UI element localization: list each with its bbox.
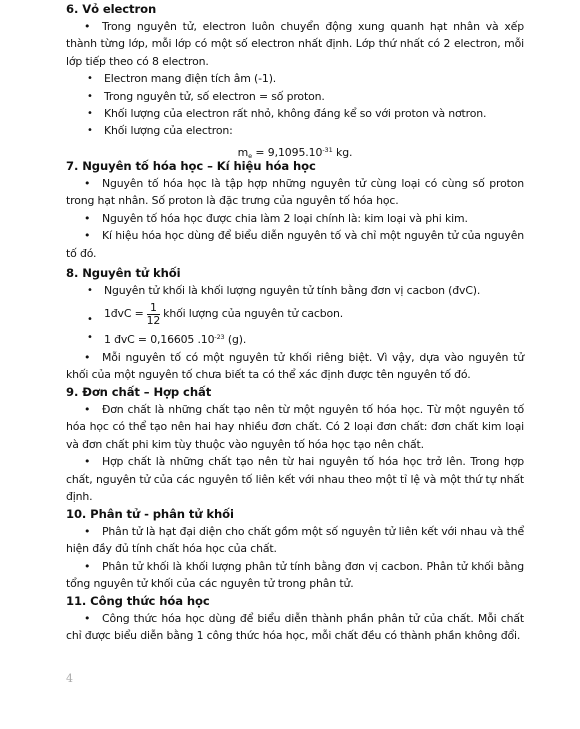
section-6-heading: 6. Vỏ electron [66, 2, 157, 16]
page-number: 4 [66, 672, 73, 685]
list-item: • Trong nguyên tử, số electron = số proton. [87, 89, 325, 103]
section-6-bullets [66, 70, 524, 140]
section-8-bullets [66, 282, 524, 349]
section-8-heading: 8. Nguyên tử khối [66, 266, 181, 280]
section-8-paragraph: • Mỗi nguyên tố có một nguyên tử khối riêng biệt. Vì vậy, dựa vào nguyên tử khối của một nguyên tố chưa biết ta có thể xác định được tên nguyên tố đó. [66, 350, 524, 382]
section-10-paragraph-2: • Phân tử khối là khối lượng phân tử tính bằng đơn vị cacbon. Phân tử khối bằng tổng nguyên tử khối của các nguyên tử trong phân tử. [66, 559, 524, 591]
list-item: • Nguyên tử khối là khối lượng nguyên tử tính bằng đơn vị cacbon (đvC). [87, 284, 481, 297]
section-7-paragraph-2: • Nguyên tố hóa học được chia làm 2 loại chính là: kim loại và phi kim. [84, 211, 468, 225]
list-item: • Electron mang điện tích âm (-1). [87, 72, 277, 86]
section-8 [66, 265, 524, 384]
section-10-heading: 10. Phân tử - phân tử khối [66, 507, 234, 521]
bullet: • [84, 20, 91, 33]
section-9-heading: 9. Đơn chất – Hợp chất [66, 385, 212, 399]
list-item: • 1đvC = $\frac{1}{12}$ khối lượng của nguyên tử cacbon. [87, 300, 344, 327]
section-7-heading: 7. Nguyên tố hóa học – Kí hiệu hóa học [66, 159, 316, 173]
section-6-intro: • Trong nguyên tử, electron luôn chuyển động xung quanh hạt nhân và xếp thành từng lớp, mỗi lớp có một số electron nhất định. Lớp thứ nhất có 2 electron, mỗi lớp tiếp theo có 8 electron. [66, 20, 524, 68]
section-6 [66, 1, 524, 166]
section-10-paragraph-1: • Phân tử là hạt đại diện cho chất gồm một số nguyên tử liên kết với nhau và thể hiện đầy đủ tính chất hóa học của chất. [66, 525, 524, 556]
section-7-paragraph-1: • Nguyên tố hóa học là tập hợp những nguyên tử cùng loại có cùng số proton trong hạt nhân. Số proton là đặc trưng của nguyên tố hóa học. [66, 177, 524, 208]
section-11-heading: 11. Công thức hóa học [66, 594, 210, 608]
list-item: • 1 đvC = 0,16605 $.10^{-23}$ (g). [87, 332, 247, 347]
fraction-one-twelfth: $\frac{1}{12}$ [146, 300, 161, 327]
electron-mass-formula: $m_e = 9,1095.10^{-31}$ kg. [237, 145, 353, 160]
section-10 [66, 506, 524, 593]
section-9 [66, 384, 524, 505]
section-11 [66, 593, 524, 645]
list-item: • Khối lượng của electron rất nhỏ, không đáng kể so với proton và nơtron. [87, 107, 487, 121]
section-7 [66, 158, 524, 262]
section-9-paragraph-2: • Hợp chất là những chất tạo nên từ hai nguyên tố hóa học trở lên. Trong hợp chất, nguyên tử của các nguyên tố liên kết với nhau theo một tỉ lệ và một thứ tự nhất định. [66, 455, 524, 504]
section-7-paragraph-3: • Kí hiệu hóa học dùng để biểu diễn nguyên tố và chỉ một nguyên tử của nguyên tố đó. [66, 229, 524, 260]
section-11-paragraph-1: • Công thức hóa học dùng để biểu diễn thành phần phân tử của chất. Mỗi chất chỉ được biểu diễn bằng 1 công thức hóa học, mỗi chất đều có thành phần không đổi. [66, 612, 524, 643]
list-item: • Khối lượng của electron: [87, 124, 233, 138]
section-9-paragraph-1: • Đơn chất là những chất tạo nên từ một nguyên tố hóa học. Từ một nguyên tố hóa học có thể tạo nên hai hay nhiều đơn chất. Có 2 loại đơn chất: đơn chất kim loại và đơn chất phi kim tùy thuộc vào nguyên tố hóa học tạo nên chất. [66, 403, 524, 451]
